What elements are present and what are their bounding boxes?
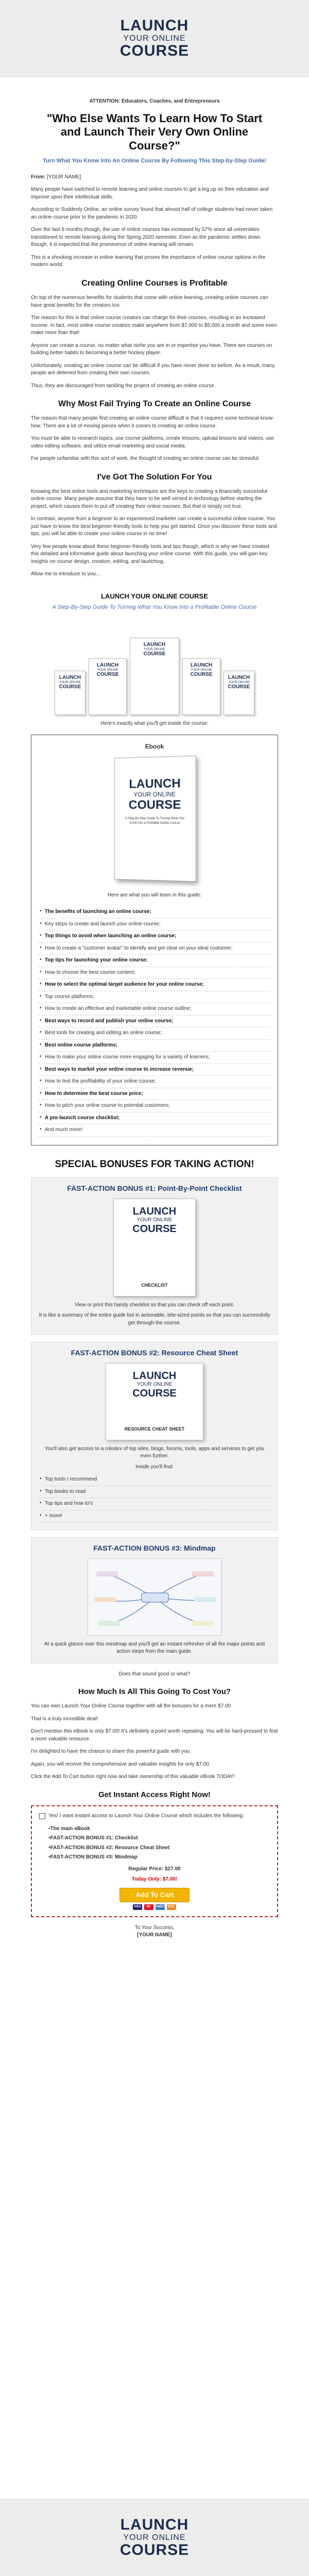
- ebook-cover-image: [114, 755, 196, 882]
- list-item: [39, 979, 270, 991]
- cover-text: YOUR ONLINE: [133, 790, 176, 799]
- profitable-paragraph: Thus, they are discouraged from tackling the project of creating an online course.: [31, 383, 216, 389]
- product-title: LAUNCH YOUR ONLINE COURSE: [101, 592, 208, 600]
- cover-text: LAUNCH: [132, 1370, 177, 1382]
- profitable-paragraph: On top of the numerous benefits for students that come with online learning, creating online courses can have great benefits for the creators too.: [31, 295, 268, 308]
- cover-text: YOUR ONLINE: [144, 647, 165, 651]
- discover-card-icon: DISC: [167, 1904, 176, 1910]
- profitable-paragraph: The reason for this is that online course creators can charge for their courses, resulting in an increased income. In fact, most online course creators make anywhere from $7,000 to $5,000 a month and some even make more than that!: [31, 315, 277, 336]
- list-item: [39, 1016, 270, 1028]
- list-item: [39, 1027, 270, 1040]
- cover-text: LAUNCH: [190, 662, 213, 668]
- bundle-cover: [55, 671, 85, 715]
- from-label: From:: [31, 174, 46, 180]
- cover-text: YOUR ONLINE: [136, 1217, 173, 1223]
- regular-price-text: Regular Price: $27.00: [128, 1866, 181, 1872]
- list-item: [39, 991, 270, 1004]
- cost-paragraph: Don't mention this eBook is only $7.00! It's definitely a point worth repeating. You will be hard-pressed to find a more valuable resource.: [31, 1729, 278, 1742]
- failing-heading: Why Most Fail Trying To Create an Online Course: [58, 400, 251, 409]
- cheat-sheet-image: [106, 1363, 203, 1440]
- list-item-text: How to create an effective and marketable online course outline;: [45, 1006, 192, 1012]
- order-heading: Get Instant Access Right Now!: [98, 1790, 211, 1799]
- order-box: [31, 1805, 278, 1917]
- course-logo: [120, 18, 189, 59]
- mindmap-graphic: [88, 1559, 222, 1636]
- list-item-text: How to determine the best course price;: [45, 1090, 143, 1096]
- solution-heading: I've Got The Solution For You: [97, 472, 212, 481]
- list-item: [39, 967, 270, 979]
- signoff-line: To Your Success,: [134, 1924, 175, 1931]
- cheat-sheet-label: RESOURCE CHEAT SHEET: [124, 1426, 185, 1432]
- cover-text: COURSE: [228, 684, 250, 690]
- failing-paragraph: You must be able to research topics, use course platforms, create lessons, upload lessons and videos, use video editing software, and utilize email marketing and social media.: [31, 436, 274, 449]
- list-item: [39, 1124, 270, 1137]
- mastercard-icon: MC: [144, 1904, 153, 1910]
- bonuses-heading: SPECIAL BONUSES FOR TAKING ACTION!: [55, 1158, 254, 1170]
- bundle-cover: [182, 658, 220, 715]
- list-item: [39, 1076, 270, 1088]
- sub-headline: Turn What You Know Into An Online Course By Following This Step-by-Step Guide!: [42, 157, 267, 164]
- list-item: [39, 1100, 270, 1112]
- list-item: [39, 919, 270, 931]
- order-item: [48, 1834, 270, 1843]
- failing-paragraph: For people unfamiliar with this sort of work, the thought of creating an online course can be stressful.: [31, 456, 260, 462]
- cover-text: COURSE: [128, 797, 181, 812]
- list-item: [39, 1498, 270, 1510]
- order-item-text: The main eBook: [50, 1825, 90, 1832]
- from-line: [31, 174, 278, 181]
- list-item-text: Top things to avoid when launching an online course;: [45, 933, 177, 939]
- profitable-paragraph: Anyone can create a course, no matter what niche you are in or expertise you have. There are courses on building better habits to becoming a better hockey player.: [31, 342, 272, 356]
- list-item: [39, 1064, 270, 1076]
- intro-paragraph: Many people have switched to remote learning and online courses to get a leg up on their education and improve upon their intellectual skills.: [31, 187, 269, 200]
- bonus-2-list: [39, 1474, 270, 1522]
- list-item: [39, 1040, 270, 1052]
- bonus-2-text: You'll also get access to a rolodex of top sites, blogs, forums, tools, apps and services to get you even further.: [44, 1445, 265, 1459]
- list-item: [39, 1052, 270, 1064]
- list-item: [39, 955, 270, 967]
- regular-price: [39, 1866, 270, 1873]
- cover-text: COURSE: [132, 1223, 177, 1235]
- logo-line-2: YOUR ONLINE: [123, 2533, 186, 2542]
- cost-paragraph: I'm delighted to have the chance to share this powerful guide with you.: [31, 1749, 191, 1755]
- today-price: [39, 1876, 270, 1884]
- cover-text: YOUR ONLINE: [136, 1381, 173, 1387]
- order-item: [48, 1853, 270, 1863]
- logo-line-2: YOUR ONLINE: [123, 34, 186, 43]
- profitable-paragraph: Unfortunately, creating an online course can be difficult if you have never done so before. As a result, many people are deterred from creating their own courses.: [31, 362, 275, 376]
- logo-line-3: COURSE: [119, 42, 190, 60]
- cover-text: LAUNCH: [129, 776, 181, 791]
- ebook-intro: Here are what you will learn in this guide:: [107, 892, 202, 898]
- cost-paragraph: That is a truly incredible deal!: [31, 1716, 98, 1722]
- bonus-2-box: [31, 1342, 278, 1530]
- cover-text: LAUNCH: [96, 662, 119, 668]
- closing-question: Does that sound good or what?: [118, 1671, 191, 1677]
- cost-paragraph: Again, you will receive the comprehensive and valuable insights for only $7.00.: [31, 1761, 211, 1767]
- list-item-text: Top tips and how to's: [45, 1501, 93, 1507]
- cover-text: LAUNCH: [132, 1205, 177, 1217]
- bundle-cover: [89, 658, 127, 715]
- list-item-text: How to choose the best course content;: [45, 969, 135, 975]
- cost-paragraph: Click the Add To Cart button right now and take ownership of this valuable eBook TODAY!: [31, 1774, 235, 1780]
- bonus-1-text: View or print this handy checklist so that you can check off each point.: [75, 1302, 234, 1308]
- footer-logo: [120, 2517, 189, 2558]
- order-item: [48, 1824, 270, 1834]
- list-item-text: Best ways to market your online course to increase revenue;: [45, 1066, 194, 1072]
- list-item: [39, 1003, 270, 1016]
- cover-text: YOUR ONLINE: [59, 680, 81, 684]
- list-item-text: A pre-launch course checklist;: [45, 1115, 120, 1121]
- list-item: [39, 943, 270, 955]
- order-item-text: FAST-ACTION BONUS #2: Resource Cheat Sheet: [50, 1844, 170, 1851]
- list-item-text: + more!: [45, 1513, 63, 1519]
- list-item-text: Top course platforms;: [45, 993, 94, 1000]
- bonus-3-box: [31, 1537, 278, 1664]
- list-item: [39, 1112, 270, 1125]
- order-item-text: FAST-ACTION BONUS #1: Checklist: [50, 1835, 138, 1841]
- list-item: [39, 1474, 270, 1486]
- main-headline: "Who Else Wants To Learn How To Start and Launch Their Very Own Online Course?": [46, 111, 263, 153]
- checklist-image: [113, 1199, 196, 1297]
- cover-text: COURSE: [59, 684, 81, 690]
- cost-paragraph: You can own Launch Your Online Course together with all the bonuses for a mere $7.00: [31, 1703, 231, 1709]
- header-banner: [0, 0, 309, 77]
- product-subtitle: A Step-By-Step Guide To Turning What You Know Into a Profitable Online Course: [52, 604, 257, 610]
- list-item-text: And much more!: [45, 1127, 83, 1133]
- list-item-text: Best tools for creating and editing an online course;: [45, 1030, 162, 1036]
- cover-text: LAUNCH: [59, 674, 81, 680]
- cover-text: YOUR ONLINE: [191, 668, 212, 672]
- add-to-cart-button[interactable]: Add To Cart: [119, 1888, 190, 1902]
- list-item: [39, 1088, 270, 1101]
- signoff: [31, 1924, 278, 1939]
- cost-heading: How Much Is All This Going To Cost You?: [78, 1687, 231, 1697]
- list-item-text: Best ways to record and publish your online course;: [45, 1018, 174, 1024]
- bonus-1-title: FAST-ACTION BONUS #1: Point-By-Point Checklist: [67, 1184, 242, 1193]
- list-item: [39, 1486, 270, 1499]
- cover-text: YOUR ONLINE: [97, 668, 118, 672]
- logo-line-3: COURSE: [119, 2541, 190, 2559]
- logo-line-1: LAUNCH: [120, 16, 189, 34]
- from-name: [YOUR NAME]: [47, 174, 81, 180]
- solution-paragraph: Knowing the best online tools and marketing techniques are the keys to creating a financially successful online course. Many people assume that they have to be well versed in technology before starting the project, which causes them to put off creating their online courses. But that is simply not true.: [31, 488, 267, 509]
- order-checkbox-label: Yes! I want instant access to Launch Your Online Course which includes the following:: [48, 1813, 244, 1819]
- list-item-text: Best online course platforms;: [45, 1042, 118, 1048]
- cover-text: LAUNCH: [143, 641, 166, 647]
- intro-paragraph: According to Suddenly Online, an online survey found that almost half of college students had never taken an online course prior to the pandemic in 2020.: [31, 207, 273, 220]
- intro-paragraph: This is a shocking increase in online learning that proves the importance of online course options in the modern world.: [31, 254, 266, 268]
- list-item-text: The benefits of launching an online course;: [45, 909, 151, 915]
- list-item-text: Top tools I recommend: [45, 1476, 97, 1483]
- order-items: [48, 1824, 270, 1863]
- mindmap-image: [88, 1558, 221, 1636]
- cover-text: COURSE: [190, 672, 213, 678]
- cover-text: COURSE: [143, 651, 166, 657]
- logo-line-1: LAUNCH: [120, 2516, 189, 2533]
- cover-tagline: A Step-By-Step Guide To Turning What You Know Into a Profitable Online Course: [125, 817, 185, 825]
- order-item-text: FAST-ACTION BONUS #3: Mindmap: [50, 1854, 138, 1860]
- ebook-box: [31, 735, 278, 1145]
- visa-card-icon: VISA: [133, 1904, 142, 1910]
- cover-text: LAUNCH: [228, 674, 250, 680]
- order-checkbox[interactable]: [39, 1813, 45, 1819]
- bundle-cover: [130, 638, 179, 715]
- bundle-image: [31, 622, 278, 715]
- list-item-text: How to create a "customer avatar" to identify and get clear on your ideal customer;: [45, 945, 233, 951]
- list-item-text: How to pitch your online course to potential customers;: [45, 1103, 170, 1109]
- list-item-text: How to make your online course more engaging for a variety of learners;: [45, 1054, 210, 1060]
- list-item-text: How to select the optimal target audience for your online course;: [45, 982, 204, 988]
- ebook-benefit-list: [39, 906, 270, 1137]
- list-item-text: Top books to read: [45, 1488, 86, 1494]
- bonus-2-inside-label: Inside you'll find:: [135, 1464, 174, 1470]
- amex-card-icon: AMEX: [156, 1904, 165, 1910]
- list-item-text: How to test the profitability of your online course;: [45, 1078, 156, 1085]
- bundle-caption: Here's exactly what you'll get inside the course:: [100, 720, 209, 726]
- bonus-1-box: [31, 1177, 278, 1335]
- order-item: [48, 1843, 270, 1853]
- solution-paragraph: In contrast, anyone from a beginner to an experienced marketer can create a successful online course. You just have to know the best beginner-friendly tools to help you get started. Once you discover these tools and tips, you will be able to create your online course in no time!: [31, 516, 277, 537]
- bonus-2-title: FAST-ACTION BONUS #2: Resource Cheat Sheet: [71, 1349, 238, 1357]
- ebook-title: Ebook: [145, 743, 164, 751]
- signoff-name: [YOUR NAME]: [137, 1932, 172, 1938]
- content-column: [31, 98, 278, 1939]
- attention-line: ATTENTION: Educators, Coaches, and Entrepreneurs: [89, 98, 220, 104]
- bonus-1-text: It is like a summary of the entire guide but in actionable, bite-sized points so that you can successfully get through the course.: [39, 1312, 270, 1326]
- cover-text: YOUR ONLINE: [228, 680, 250, 684]
- solution-paragraph: Very few people know about these beginner-friendly tools and tips though, which is why we have created this detailed and informative guide about launching your online course. With this guide, you will gain key insights on course design, creation, editing, and launching.: [31, 543, 269, 564]
- bundle-cover: [224, 671, 254, 715]
- failing-paragraph: The reason that many people find creating an online course difficult is that it requires some technical know-how. There are a lot of moving pieces when it comes to creating an online course.: [31, 416, 274, 429]
- today-price-text: Today Only: $7.00!: [131, 1876, 178, 1883]
- profitable-heading: Creating Online Courses is Profitable: [81, 278, 228, 288]
- cover-text: COURSE: [96, 672, 119, 678]
- cover-text: COURSE: [132, 1388, 177, 1400]
- bonus-3-text: At a quick glance over this mindmap and you'll get an instant refresher of all the major points and action steps from the main guide.: [44, 1641, 265, 1655]
- list-item: [39, 1510, 270, 1523]
- solution-paragraph: Allow me to introduce to you...: [31, 571, 100, 577]
- checklist-label: CHECKLIST: [141, 1282, 168, 1288]
- order-confirm-row[interactable]: [39, 1813, 270, 1820]
- intro-paragraph: Over the last 6 months though, the use of online courses has increased by 57% since all universities transitioned to remote learning during the Spring 2020 semester. Even as the pandemic settles down though, it is expected that the prominence of online learning will remain.: [31, 227, 261, 248]
- footer-banner: [0, 2499, 309, 2576]
- list-item-text: Key steps to create and launch your online course;: [45, 921, 161, 927]
- list-item: [39, 930, 270, 943]
- list-item: [39, 906, 270, 919]
- list-item-text: Top tips for launching your online course;: [45, 957, 148, 963]
- bonus-3-title: FAST-ACTION BONUS #3: Mindmap: [93, 1544, 216, 1553]
- payment-cards: [39, 1904, 270, 1910]
